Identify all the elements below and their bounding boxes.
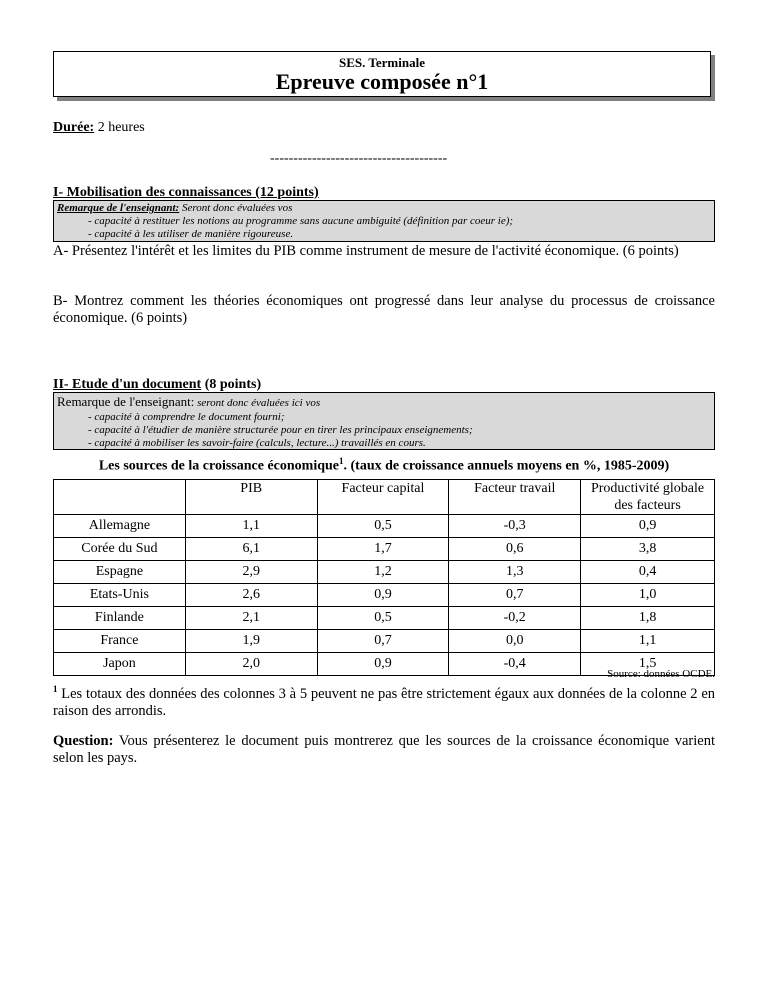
table-row — [54, 515, 715, 538]
table-cell: -0,2 — [449, 607, 581, 630]
section2-remark-line-3: - capacité à mobiliser les savoir-faire (calculs, lecture...) travaillés en cours. — [88, 437, 426, 449]
table-cell: 0,7 — [449, 584, 581, 607]
section1-remark-line-2: - capacité à les utiliser de manière rigoureuse. — [88, 228, 294, 240]
duration-line — [53, 119, 145, 136]
section1-remark-line-1: - capacité à restituer les notions au programme sans aucune ambiguité (définition par coeur ie); — [88, 215, 514, 227]
exam-header — [53, 51, 715, 101]
table-cell-country: Corée du Sud — [54, 538, 186, 561]
table-cell: -0,4 — [449, 653, 581, 676]
table-cell: 0,0 — [449, 630, 581, 653]
section2-remark-line-1: - capacité à comprendre le document fourni; — [88, 411, 285, 423]
table-cell: 1,7 — [317, 538, 449, 561]
table-cell: 0,4 — [581, 561, 715, 584]
table-cell: 1,5 — [581, 653, 715, 676]
table-cell: 2,1 — [185, 607, 317, 630]
table-cell-country: Finlande — [54, 607, 186, 630]
question-text: Vous présenterez le document puis montrerez que les sources de la croissance économique varient selon les pays. — [53, 733, 715, 766]
duration-value: 2 heures — [94, 120, 145, 135]
duration-label: Durée: — [53, 120, 95, 135]
table-cell: 1,9 — [185, 630, 317, 653]
table-header-cell: Productivité globale des facteurs — [581, 480, 715, 515]
section1-title: I- Mobilisation des connaissances (12 points) — [53, 185, 319, 200]
section1-remark-title: Remarque de l'enseignant: — [57, 202, 180, 214]
section2-title-main: II- Etude d'un document — [53, 377, 202, 392]
table-cell: 3,8 — [581, 538, 715, 561]
table-cell: 2,6 — [185, 584, 317, 607]
table-cell-country: Japon — [54, 653, 186, 676]
section2-title-points: (8 points) — [201, 377, 262, 392]
table-cell-country: Etats-Unis — [54, 584, 186, 607]
section2-remark-intro: seront donc évaluées ici vos — [194, 397, 321, 409]
table-cell: 0,6 — [449, 538, 581, 561]
table-cell-country: Allemagne — [54, 515, 186, 538]
footnote-text: Les totaux des données des colonnes 3 à 5 peuvent ne pas être strictement égaux aux données de la colonne 2 en raison des arrondis. — [53, 685, 715, 719]
table-cell: 1,1 — [185, 515, 317, 538]
table-cell: 0,9 — [317, 653, 449, 676]
table-cell: 1,0 — [581, 584, 715, 607]
table-cell: 0,9 — [317, 584, 449, 607]
table-cell: 2,0 — [185, 653, 317, 676]
section2-remark-title: Remarque de l'enseignant: — [57, 394, 195, 409]
table-cell-country: Espagne — [54, 561, 186, 584]
section1-question-a: A- Présentez l'intérêt et les limites du PIB comme instrument de mesure de l'activité économique. (6 points) — [53, 243, 679, 259]
table-cell: 0,9 — [581, 515, 715, 538]
question — [53, 733, 715, 767]
table-header-cell: Facteur capital — [317, 480, 449, 515]
section2-title — [53, 376, 261, 393]
header-title: Epreuve composée n°1 — [275, 69, 489, 94]
footnote — [53, 681, 715, 720]
table-source: Source: données OCDE. — [607, 668, 715, 680]
header-box — [53, 51, 711, 97]
table-cell: 2,9 — [185, 561, 317, 584]
section1-remark-intro: Seront donc évaluées vos — [179, 202, 293, 214]
table-row — [54, 584, 715, 607]
section2-remark — [53, 392, 715, 450]
table-cell: 1,3 — [449, 561, 581, 584]
table-cell-country: France — [54, 630, 186, 653]
table-header-row — [54, 480, 715, 515]
table-cell: -0,3 — [449, 515, 581, 538]
table-cell: 0,5 — [317, 607, 449, 630]
table-cell: 1,8 — [581, 607, 715, 630]
table-header-cell: Facteur travail — [449, 480, 581, 515]
section2-remark-line-2: - capacité à l'étudier de manière structurée pour en tirer les principaux enseignements; — [88, 424, 473, 436]
table-cell: 1,1 — [581, 630, 715, 653]
table-row — [54, 607, 715, 630]
table-cell: 1,2 — [317, 561, 449, 584]
table-caption-main: Les sources de la croissance économique — [98, 458, 340, 474]
table-caption — [53, 453, 715, 475]
table-cell: 0,7 — [317, 630, 449, 653]
table-row — [54, 630, 715, 653]
separator: -------------------------------------- — [270, 151, 448, 166]
section1-question-b: B- Montrez comment les théories économiques ont progressé dans leur analyse du processus de croissance économique. (6 points) — [53, 293, 715, 326]
table-header-cell: PIB — [185, 480, 317, 515]
question-label: Question: — [53, 733, 114, 749]
table-header-cell — [54, 480, 186, 515]
footnote-mark: 1 — [53, 684, 58, 694]
table-cell: 6,1 — [185, 538, 317, 561]
section1-remark — [53, 200, 715, 242]
header-subtitle: SES. Terminale — [339, 55, 425, 70]
table-row — [54, 561, 715, 584]
table-cell: 0,5 — [317, 515, 449, 538]
table-caption-footnote-mark: 1 — [339, 456, 344, 466]
table-caption-rest: . (taux de croissance annuels moyens en %, 1985-2009) — [343, 458, 670, 474]
growth-sources-table — [53, 479, 715, 676]
table-row — [54, 538, 715, 561]
